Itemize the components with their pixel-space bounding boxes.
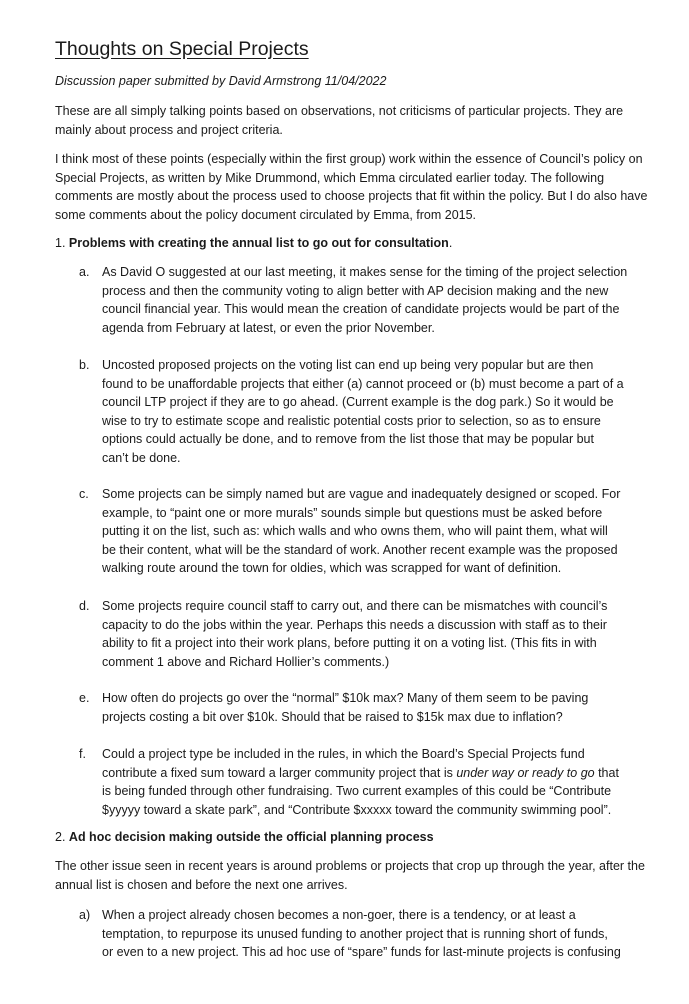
intro-paragraph-1: These are all simply talking points based on observations, not criticisms of particular projects. They are mainly about process and project criteria. <box>55 104 624 137</box>
text-line: council LTP project if they are to go ahead. (Current example is the dog park.) So it would be <box>102 395 614 409</box>
text-line: wise to try to estimate scope and realistic potential costs prior to selection, so as to ensure <box>102 413 601 428</box>
list-marker: e. <box>79 691 90 705</box>
text-line: As David O suggested at our last meeting, it makes sense for the timing of the project selection <box>102 265 628 279</box>
text-run: that <box>594 765 619 780</box>
section-1-title: Problems with creating the annual list to go out for consultation <box>68 236 449 250</box>
text-line: council financial year. This would mean the creation of candidate projects would be part of the <box>102 302 620 316</box>
list-item-text <box>102 689 654 726</box>
section-2-number: 2. <box>55 830 66 844</box>
section-2-title: Ad hoc decision making outside the official planning process <box>68 830 434 844</box>
document-subtitle: Discussion paper submitted by David Armstrong 11/04/2022 <box>55 74 387 88</box>
list-item-text <box>102 485 654 578</box>
text-line: be their content, what will be the standard of work. Another recent example was the proposed <box>102 542 618 557</box>
text-line: walking route around the town for oldies, which was scrapped for want of definition. <box>102 561 562 575</box>
list-item-text <box>102 597 654 671</box>
text-line: Uncosted proposed projects on the voting list can end up being very popular but are then <box>102 358 594 372</box>
text-line: Could a project type be included in the rules, in which the Board’s Special Projects fund <box>102 747 585 761</box>
section-1-period: . <box>448 236 453 250</box>
text-line: options could actually be done, and to remove from the list those that may be popular but <box>102 432 594 446</box>
text-line: or even to a new project. This ad hoc use of “spare” funds for last-minute projects is confusing <box>102 945 621 959</box>
text-line: found to be unaffordable projects that either (a) cannot proceed or (b) must become a part of a <box>102 376 624 391</box>
emphasis-text: under way or ready to go <box>456 765 595 780</box>
section-2-heading <box>55 828 434 847</box>
list-item-text <box>102 906 654 962</box>
section-1-heading <box>55 234 452 253</box>
text-line: When a project already chosen becomes a non-goer, there is a tendency, or at least a <box>102 908 576 922</box>
text-line: Some projects require council staff to carry out, and there can be mismatches with council’s <box>102 599 608 613</box>
text-line: can’t be done. <box>102 450 181 465</box>
text-line: agenda from February at latest, or even the prior November. <box>102 320 435 335</box>
text-line: ability to fit a project into their work plans, before putting it on a voting list. (This fits in with <box>102 636 597 650</box>
text-line: projects costing a bit over $10k. Should that be raised to $15k max due to inflation? <box>102 709 563 724</box>
intro-paragraph-2: I think most of these points (especially within the first group) work within the essence of Council’s policy on Special Projects, as written by Mike Drummond, which Emma circulated earlier today. The following comments are mostly about the process used to choose projects that fit within the policy. But I do also have some comments about the policy document circulated by Emma, from 2015. <box>55 152 648 222</box>
document-title: Thoughts on Special Projects <box>55 38 309 60</box>
text-line: process and then the community voting to align better with AP decision making and the new <box>102 283 609 298</box>
section-1-number: 1. <box>55 236 66 250</box>
text-line: $yyyyy toward a skate park”, and “Contribute $xxxxx toward the community swimming pool”. <box>102 802 612 817</box>
list-marker: f. <box>79 747 86 761</box>
text-line: comment 1 above and Richard Hollier’s comments.) <box>102 654 390 669</box>
list-marker: d. <box>79 599 90 613</box>
text-line: Some projects can be simply named but are vague and inadequately designed or scoped. For <box>102 487 621 501</box>
list-item-text <box>102 745 654 819</box>
text-line: example, to “paint one or more murals” sounds simple but questions must be asked before <box>102 505 603 520</box>
list-marker: a) <box>79 908 91 922</box>
text-line: is being funded through other fundraising. Two current examples of this could be “Contribute <box>102 784 612 798</box>
text-line: putting it on the list, such as: which walls and who owns them, who will paint them, what will <box>102 524 608 538</box>
list-marker: c. <box>79 487 89 501</box>
text-line: temptation, to repurpose its unused funding to another project that is running short of funds, <box>102 926 608 941</box>
section-2-intro: The other issue seen in recent years is around problems or projects that crop up through the year, after the annual list is chosen and before the next one arrives. <box>55 859 645 892</box>
list-marker: b. <box>79 358 90 372</box>
text-run: contribute a fixed sum toward a larger community project that is <box>102 765 457 780</box>
text-line: capacity to do the jobs within the year. Perhaps this needs a discussion with staff as to their <box>102 617 607 632</box>
text-line <box>102 764 654 783</box>
text-line: How often do projects go over the “normal” $10k max? Many of them seem to be paving <box>102 691 589 705</box>
list-marker: a. <box>79 265 90 279</box>
list-item-text <box>102 263 654 337</box>
list-item-text <box>102 356 654 467</box>
